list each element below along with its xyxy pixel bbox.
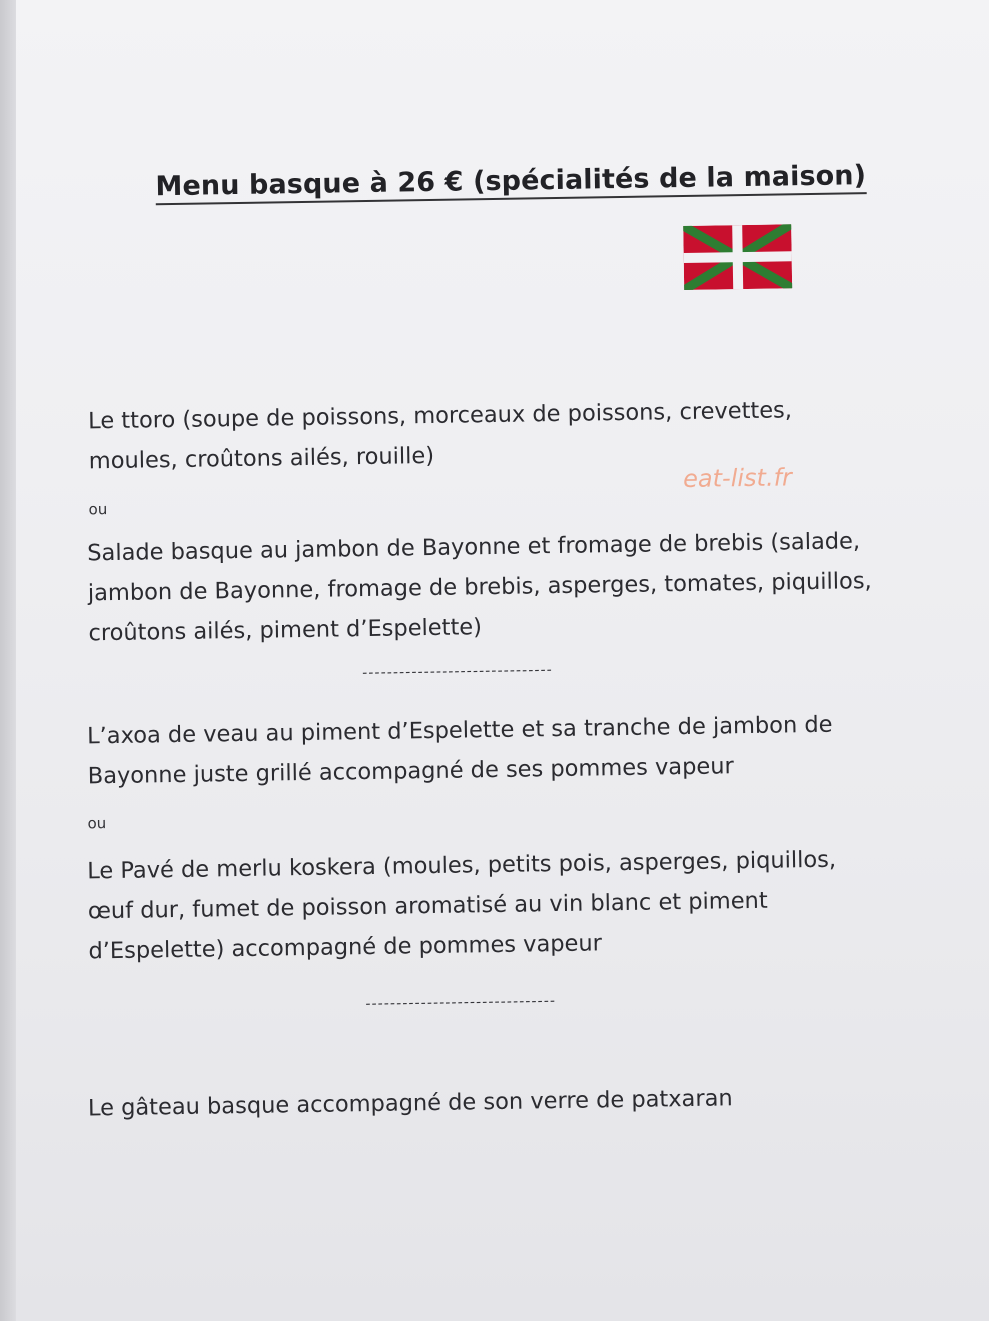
dish-line: L’axoa de veau au piment d’Espelette et sa tranche de jambon de (86, 711, 833, 750)
dish-line: Le Pavé de merlu koskera (moules, petits pois, asperges, piquillos, (87, 846, 837, 885)
dish-line: d’Espelette) accompagné de pommes vapeur (88, 930, 603, 965)
dish-line: croûtons ailés, piment d’Espelette) (88, 614, 483, 647)
dish-line: œuf dur, fumet de poisson aromatisé au vin blanc et piment (87, 887, 768, 925)
or-label: ou (88, 500, 108, 519)
starter-option-2 (87, 521, 873, 653)
basque-flag-icon (683, 224, 792, 290)
dish-line: jambon de Bayonne, fromage de brebis, asperges, tomates, piquillos, (87, 568, 872, 607)
dish-line: moules, croûtons ailés, rouille) (88, 442, 435, 475)
course-separator: ------------------------------- (365, 993, 557, 1013)
menu-title: Menu basque à 26 € (spécialités de la maison) (155, 160, 866, 205)
dish-line: Le gâteau basque accompagné de son verre de patxaran (87, 1085, 733, 1122)
course-separator: ------------------------------- (362, 662, 554, 682)
or-label: ou (87, 814, 107, 833)
dish-line: Le ttoro (soupe de poissons, morceaux de poissons, crevettes, (87, 397, 793, 435)
main-option-1 (87, 705, 834, 797)
watermark-text: eat-list.fr (682, 463, 793, 494)
dish-line: Bayonne juste grillé accompagné de ses pommes vapeur (87, 753, 734, 790)
dish-line: Salade basque au jambon de Bayonne et fromage de brebis (salade, (87, 528, 861, 567)
starter-option-1 (88, 390, 793, 481)
dessert-option (88, 1078, 733, 1128)
main-option-2 (87, 840, 838, 972)
